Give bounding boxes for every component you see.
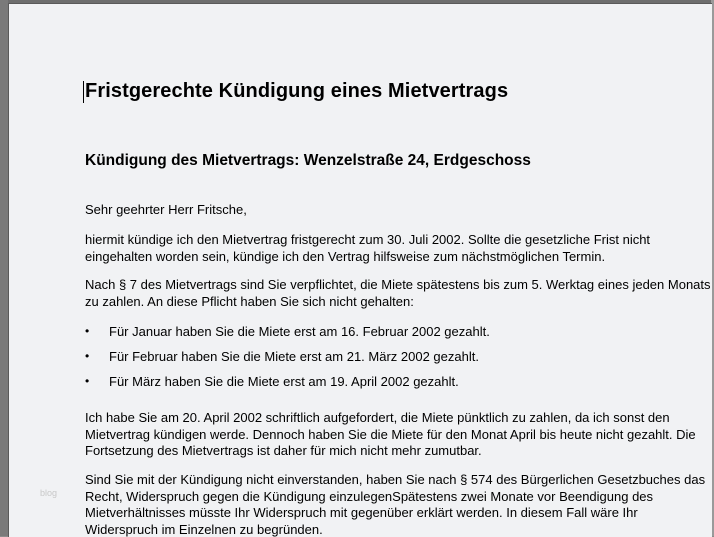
paragraph-obligation [85,277,711,310]
paragraph-line: Mietvertrag kündigen werde. Dennoch haben Sie die Miete für den Monat April bis heute nicht gezahlt. Die [85,427,696,444]
paragraph-line: Fortsetzung des Mietvertrags ist daher für mich nicht mehr zumutbar. [85,443,696,460]
bullet-icon: • [85,349,89,363]
bullet-icon: • [85,374,89,388]
text-cursor [83,81,84,103]
subject-line: Kündigung des Mietvertrags: Wenzelstraße 24, Erdgeschoss [85,152,531,170]
list-item-text: Für März haben Sie die Miete erst am 19. April 2002 gezahlt. [109,374,459,389]
paragraph-line: eingehalten worden sein, kündige ich den Vertrag hilfsweise zum nächstmöglichen Termin. [85,249,650,266]
paragraph-line: Sind Sie mit der Kündigung nicht einverstanden, haben Sie nach § 574 des Bürgerlichen Gesetzbuches das [85,472,705,489]
paragraph-line: Ich habe Sie am 20. April 2002 schriftlich aufgefordert, die Miete pünktlich zu zahlen, da ich sonst den [85,410,696,427]
paragraph-termination [85,232,650,265]
paragraph-line: Mietverhältnisses müsste Ihr Widerspruch mit gegenüber erklärt werden. In diesem Fall wäre Ihr [85,505,705,522]
list-item-text: Für Februar haben Sie die Miete erst am 21. März 2002 gezahlt. [109,349,479,364]
paragraph-line: zu zahlen. An diese Pflicht haben Sie sich nicht gehalten: [85,294,711,311]
paragraph-line: Nach § 7 des Mietvertrags sind Sie verpflichtet, die Miete spätestens bis zum 5. Werktag eines jeden Monats [85,277,711,294]
paragraph-objection [85,472,705,537]
document-page[interactable] [8,3,712,537]
watermark: blog [40,488,57,498]
paragraph-line: Widerspruch im Einzelnen zu begründen. [85,522,705,537]
list-item-text: Für Januar haben Sie die Miete erst am 16. Februar 2002 gezahlt. [109,324,490,339]
window-frame-left [0,0,8,536]
salutation: Sehr geehrter Herr Fritsche, [85,202,247,219]
document-title: Fristgerechte Kündigung eines Mietvertrags [85,80,508,103]
paragraph-line: Recht, Widerspruch gegen die Kündigung einzulegenSpätestens zwei Monate vor Beendigung des [85,489,705,506]
paragraph-line: hiermit kündige ich den Mietvertrag fristgerecht zum 30. Juli 2002. Sollte die gesetzliche Frist nicht [85,232,650,249]
bullet-icon: • [85,324,89,338]
paragraph-reminder [85,410,696,460]
